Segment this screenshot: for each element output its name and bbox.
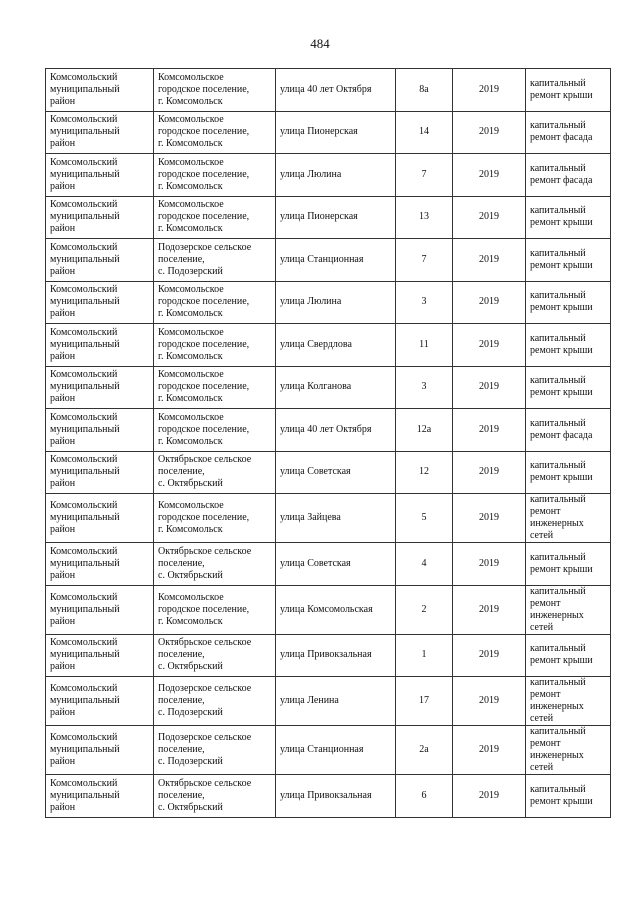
work-type-cell-line: ремонт крыши xyxy=(530,89,593,101)
settlement-cell-line: г. Комсомольск xyxy=(158,223,223,235)
year-cell: 2019 xyxy=(453,494,526,543)
house-number-cell: 4 xyxy=(396,543,453,586)
work-type-cell-line: капитальный xyxy=(530,726,586,737)
work-type-cell-line: сетей xyxy=(530,762,554,773)
work-type-cell-line: капитальный xyxy=(530,247,586,259)
settlement-cell xyxy=(154,69,276,112)
settlement-cell-line: городское поселение, xyxy=(158,423,250,435)
settlement-cell-line: Комсомольское xyxy=(158,326,224,338)
district-cell xyxy=(46,543,154,586)
work-type-cell xyxy=(526,239,611,282)
table-row xyxy=(46,324,611,367)
settlement-cell-line: г. Комсомольск xyxy=(158,308,223,320)
work-type-cell-line: ремонт фасада xyxy=(530,132,593,144)
table-row xyxy=(46,634,611,677)
work-type-cell-line: ремонт фасада xyxy=(530,174,593,186)
settlement-cell-line: поселение, xyxy=(158,695,205,706)
district-cell-line: район xyxy=(50,265,76,277)
house-number-cell: 11 xyxy=(396,324,453,367)
settlement-cell-line: поселение, xyxy=(158,253,205,265)
work-type-cell xyxy=(526,585,611,634)
settlement-cell xyxy=(154,239,276,282)
work-type-cell-line: ремонт xyxy=(530,689,561,700)
district-cell xyxy=(46,451,154,494)
district-cell-line: Комсомольский xyxy=(50,454,118,466)
table-row xyxy=(46,281,611,324)
work-type-cell xyxy=(526,677,611,726)
work-type-cell-line: ремонт xyxy=(530,506,561,517)
district-cell-line: муниципальный xyxy=(50,744,120,755)
settlement-cell-line: Октябрьское сельское xyxy=(158,454,252,466)
settlement-cell-line: городское поселение, xyxy=(158,296,250,308)
settlement-cell-line: г. Комсомольск xyxy=(158,524,223,535)
street-cell: улица Привокзальная xyxy=(276,775,396,818)
district-cell-line: Комсомольский xyxy=(50,284,118,296)
work-type-cell-line: капитальный xyxy=(530,585,586,597)
work-type-cell-line: инженерных xyxy=(530,701,584,712)
settlement-cell-line: Комсомольское xyxy=(158,156,224,168)
house-number-cell: 14 xyxy=(396,111,453,154)
house-number-cell: 1 xyxy=(396,634,453,677)
house-number-cell: 3 xyxy=(396,366,453,409)
street-cell: улица Пионерская xyxy=(276,111,396,154)
district-cell-line: муниципальный xyxy=(50,338,120,350)
district-cell-line: муниципальный xyxy=(50,423,120,435)
settlement-cell-line: городское поселение, xyxy=(158,126,250,138)
work-type-cell-line: капитальный xyxy=(530,417,586,429)
settlement-cell-line: г. Комсомольск xyxy=(158,435,223,447)
settlement-cell xyxy=(154,111,276,154)
work-type-cell-line: сетей xyxy=(530,530,554,541)
settlement-cell-line: поселение, xyxy=(158,557,205,569)
work-type-cell-line: ремонт крыши xyxy=(530,472,593,484)
settlement-cell-line: Подозерское сельское xyxy=(158,683,252,694)
work-type-cell-line: капитальный xyxy=(530,375,586,387)
work-type-cell-line: ремонт крыши xyxy=(530,302,593,314)
street-cell: улица Советская xyxy=(276,451,396,494)
year-cell: 2019 xyxy=(453,324,526,367)
year-cell: 2019 xyxy=(453,281,526,324)
house-number-cell: 2а xyxy=(396,726,453,775)
district-cell-line: район xyxy=(50,393,76,405)
district-cell-line: Комсомольский xyxy=(50,71,118,83)
settlement-cell-line: городское поселение, xyxy=(158,338,250,350)
street-cell: улица Станционная xyxy=(276,239,396,282)
house-number-cell: 12а xyxy=(396,409,453,452)
work-type-cell-line: ремонт фасада xyxy=(530,429,593,441)
district-cell-line: Комсомольский xyxy=(50,545,118,557)
district-cell-line: Комсомольский xyxy=(50,732,118,743)
settlement-cell-line: г. Комсомольск xyxy=(158,180,223,192)
settlement-cell-line: с. Октябрьский xyxy=(158,801,223,813)
work-type-cell xyxy=(526,366,611,409)
table-row xyxy=(46,494,611,543)
district-cell xyxy=(46,677,154,726)
district-cell xyxy=(46,775,154,818)
table-body xyxy=(46,69,611,818)
settlement-cell xyxy=(154,154,276,197)
settlement-cell-line: городское поселение, xyxy=(158,211,250,223)
settlement-cell-line: Комсомольское xyxy=(158,411,224,423)
district-cell-line: район xyxy=(50,435,76,447)
district-cell-line: муниципальный xyxy=(50,253,120,265)
work-type-cell-line: капитальный xyxy=(530,120,586,132)
table-row xyxy=(46,451,611,494)
house-number-cell: 17 xyxy=(396,677,453,726)
district-cell-line: Комсомольский xyxy=(50,637,118,649)
district-cell-line: район xyxy=(50,707,76,718)
repair-schedule-table xyxy=(45,68,611,818)
year-cell: 2019 xyxy=(453,543,526,586)
page-number: 484 xyxy=(310,36,330,51)
settlement-cell-line: городское поселение, xyxy=(158,83,250,95)
district-cell xyxy=(46,494,154,543)
work-type-cell-line: сетей xyxy=(530,621,554,633)
district-cell-line: муниципальный xyxy=(50,126,120,138)
table-row xyxy=(46,154,611,197)
district-cell xyxy=(46,366,154,409)
work-type-cell-line: капитальный xyxy=(530,783,586,795)
year-cell: 2019 xyxy=(453,366,526,409)
settlement-cell-line: г. Комсомольск xyxy=(158,350,223,362)
district-cell-line: район xyxy=(50,524,76,535)
settlement-cell-line: с. Октябрьский xyxy=(158,569,223,581)
settlement-cell-line: Комсомольское xyxy=(158,114,224,126)
year-cell: 2019 xyxy=(453,677,526,726)
table-row xyxy=(46,196,611,239)
work-type-cell-line: капитальный xyxy=(530,77,586,89)
settlement-cell-line: г. Комсомольск xyxy=(158,615,223,627)
table-row xyxy=(46,366,611,409)
district-cell xyxy=(46,409,154,452)
year-cell: 2019 xyxy=(453,69,526,112)
settlement-cell-line: Комсомольское xyxy=(158,199,224,211)
district-cell-line: район xyxy=(50,223,76,235)
year-cell: 2019 xyxy=(453,239,526,282)
street-cell: улица 40 лет Октября xyxy=(276,409,396,452)
work-type-cell xyxy=(526,154,611,197)
house-number-cell: 8а xyxy=(396,69,453,112)
district-cell-line: муниципальный xyxy=(50,695,120,706)
work-type-cell xyxy=(526,69,611,112)
settlement-cell xyxy=(154,494,276,543)
district-cell-line: муниципальный xyxy=(50,296,120,308)
work-type-cell-line: сетей xyxy=(530,713,554,724)
settlement-cell-line: Комсомольское xyxy=(158,369,224,381)
table-row xyxy=(46,775,611,818)
street-cell: улица Люлина xyxy=(276,281,396,324)
district-cell xyxy=(46,281,154,324)
street-cell: улица Комсомольская xyxy=(276,585,396,634)
district-cell-line: муниципальный xyxy=(50,603,120,615)
table-row xyxy=(46,726,611,775)
work-type-cell-line: капитальный xyxy=(530,162,586,174)
year-cell: 2019 xyxy=(453,409,526,452)
settlement-cell-line: Подозерское сельское xyxy=(158,241,252,253)
settlement-cell-line: Подозерское сельское xyxy=(158,732,252,743)
settlement-cell xyxy=(154,366,276,409)
district-cell-line: район xyxy=(50,350,76,362)
house-number-cell: 12 xyxy=(396,451,453,494)
district-cell-line: Комсомольский xyxy=(50,369,118,381)
settlement-cell-line: г. Комсомольск xyxy=(158,393,223,405)
district-cell-line: муниципальный xyxy=(50,557,120,569)
work-type-cell xyxy=(526,543,611,586)
year-cell: 2019 xyxy=(453,634,526,677)
house-number-cell: 2 xyxy=(396,585,453,634)
settlement-cell-line: г. Комсомольск xyxy=(158,138,223,150)
settlement-cell-line: городское поселение, xyxy=(158,381,250,393)
work-type-cell xyxy=(526,726,611,775)
district-cell-line: Комсомольский xyxy=(50,411,118,423)
district-cell-line: муниципальный xyxy=(50,83,120,95)
settlement-cell xyxy=(154,324,276,367)
settlement-cell xyxy=(154,677,276,726)
settlement-cell-line: с. Подозерский xyxy=(158,756,223,767)
settlement-cell-line: Комсомольское xyxy=(158,71,224,83)
street-cell: улица Люлина xyxy=(276,154,396,197)
settlement-cell-line: поселение, xyxy=(158,466,205,478)
settlement-cell xyxy=(154,726,276,775)
work-type-cell xyxy=(526,775,611,818)
work-type-cell-line: ремонт крыши xyxy=(530,344,593,356)
street-cell: улица 40 лет Октября xyxy=(276,69,396,112)
settlement-cell-line: Октябрьское сельское xyxy=(158,545,252,557)
street-cell: улица Станционная xyxy=(276,726,396,775)
settlement-cell-line: поселение, xyxy=(158,789,205,801)
street-cell: улица Пионерская xyxy=(276,196,396,239)
settlement-cell-line: с. Октябрьский xyxy=(158,661,223,673)
settlement-cell xyxy=(154,634,276,677)
district-cell-line: район xyxy=(50,95,76,107)
street-cell: улица Зайцева xyxy=(276,494,396,543)
district-cell-line: муниципальный xyxy=(50,381,120,393)
district-cell xyxy=(46,726,154,775)
settlement-cell xyxy=(154,196,276,239)
street-cell: улица Ленина xyxy=(276,677,396,726)
district-cell-line: район xyxy=(50,661,76,673)
table-row xyxy=(46,111,611,154)
district-cell-line: Комсомольский xyxy=(50,114,118,126)
work-type-cell xyxy=(526,451,611,494)
work-type-cell-line: ремонт крыши xyxy=(530,795,593,807)
settlement-cell xyxy=(154,585,276,634)
work-type-cell-line: инженерных xyxy=(530,750,584,761)
work-type-cell-line: ремонт крыши xyxy=(530,655,593,667)
year-cell: 2019 xyxy=(453,585,526,634)
work-type-cell-line: инженерных xyxy=(530,518,584,529)
street-cell: улица Советская xyxy=(276,543,396,586)
table-row xyxy=(46,585,611,634)
work-type-cell xyxy=(526,196,611,239)
district-cell-line: район xyxy=(50,308,76,320)
work-type-cell-line: ремонт крыши xyxy=(530,387,593,399)
work-type-cell xyxy=(526,494,611,543)
district-cell-line: муниципальный xyxy=(50,789,120,801)
work-type-cell-line: капитальный xyxy=(530,205,586,217)
district-cell-line: муниципальный xyxy=(50,512,120,523)
district-cell-line: район xyxy=(50,801,76,813)
house-number-cell: 3 xyxy=(396,281,453,324)
settlement-cell-line: Комсомольское xyxy=(158,591,224,603)
district-cell xyxy=(46,196,154,239)
district-cell-line: муниципальный xyxy=(50,466,120,478)
work-type-cell xyxy=(526,409,611,452)
work-type-cell-line: ремонт крыши xyxy=(530,259,593,271)
district-cell xyxy=(46,154,154,197)
district-cell-line: Комсомольский xyxy=(50,591,118,603)
work-type-cell-line: капитальный xyxy=(530,677,586,688)
district-cell-line: район xyxy=(50,478,76,490)
district-cell-line: муниципальный xyxy=(50,168,120,180)
work-type-cell xyxy=(526,111,611,154)
settlement-cell-line: городское поселение, xyxy=(158,168,250,180)
year-cell: 2019 xyxy=(453,196,526,239)
settlement-cell-line: Октябрьское сельское xyxy=(158,637,252,649)
settlement-cell-line: г. Комсомольск xyxy=(158,95,223,107)
house-number-cell: 5 xyxy=(396,494,453,543)
district-cell-line: муниципальный xyxy=(50,211,120,223)
district-cell-line: Комсомольский xyxy=(50,241,118,253)
year-cell: 2019 xyxy=(453,451,526,494)
street-cell: улица Свердлова xyxy=(276,324,396,367)
settlement-cell-line: городское поселение, xyxy=(158,512,250,523)
work-type-cell xyxy=(526,324,611,367)
work-type-cell-line: капитальный xyxy=(530,332,586,344)
table-row xyxy=(46,239,611,282)
work-type-cell-line: ремонт xyxy=(530,597,561,609)
district-cell xyxy=(46,69,154,112)
work-type-cell-line: капитальный xyxy=(530,494,586,505)
district-cell-line: Комсомольский xyxy=(50,326,118,338)
district-cell-line: Комсомольский xyxy=(50,683,118,694)
district-cell-line: район xyxy=(50,615,76,627)
settlement-cell-line: Октябрьское сельское xyxy=(158,777,252,789)
district-cell xyxy=(46,634,154,677)
work-type-cell xyxy=(526,281,611,324)
settlement-cell xyxy=(154,281,276,324)
work-type-cell-line: ремонт крыши xyxy=(530,563,593,575)
work-type-cell-line: капитальный xyxy=(530,460,586,472)
district-cell-line: район xyxy=(50,756,76,767)
work-type-cell-line: капитальный xyxy=(530,643,586,655)
district-cell-line: Комсомольский xyxy=(50,156,118,168)
settlement-cell-line: Комсомольское xyxy=(158,284,224,296)
settlement-cell-line: с. Подозерский xyxy=(158,265,223,277)
year-cell: 2019 xyxy=(453,111,526,154)
year-cell: 2019 xyxy=(453,726,526,775)
district-cell-line: Комсомольский xyxy=(50,199,118,211)
house-number-cell: 7 xyxy=(396,239,453,282)
settlement-cell-line: с. Подозерский xyxy=(158,707,223,718)
work-type-cell xyxy=(526,634,611,677)
work-type-cell-line: капитальный xyxy=(530,290,586,302)
district-cell xyxy=(46,585,154,634)
district-cell-line: муниципальный xyxy=(50,649,120,661)
work-type-cell-line: инженерных xyxy=(530,609,584,621)
settlement-cell xyxy=(154,409,276,452)
district-cell-line: район xyxy=(50,180,76,192)
table-row xyxy=(46,409,611,452)
work-type-cell-line: ремонт xyxy=(530,738,561,749)
settlement-cell-line: поселение, xyxy=(158,649,205,661)
street-cell: улица Привокзальная xyxy=(276,634,396,677)
year-cell: 2019 xyxy=(453,775,526,818)
district-cell-line: район xyxy=(50,569,76,581)
district-cell-line: Комсомольский xyxy=(50,500,118,511)
district-cell xyxy=(46,324,154,367)
house-number-cell: 7 xyxy=(396,154,453,197)
year-cell: 2019 xyxy=(453,154,526,197)
settlement-cell xyxy=(154,543,276,586)
work-type-cell-line: ремонт крыши xyxy=(530,217,593,229)
settlement-cell-line: городское поселение, xyxy=(158,603,250,615)
street-cell: улица Колганова xyxy=(276,366,396,409)
district-cell xyxy=(46,111,154,154)
settlement-cell-line: с. Октябрьский xyxy=(158,478,223,490)
work-type-cell-line: капитальный xyxy=(530,551,586,563)
district-cell-line: район xyxy=(50,138,76,150)
district-cell xyxy=(46,239,154,282)
settlement-cell-line: поселение, xyxy=(158,744,205,755)
settlement-cell-line: Комсомольское xyxy=(158,500,224,511)
house-number-cell: 13 xyxy=(396,196,453,239)
settlement-cell xyxy=(154,451,276,494)
table-row xyxy=(46,677,611,726)
district-cell-line: Комсомольский xyxy=(50,777,118,789)
settlement-cell xyxy=(154,775,276,818)
table-row xyxy=(46,543,611,586)
house-number-cell: 6 xyxy=(396,775,453,818)
table-row xyxy=(46,69,611,112)
